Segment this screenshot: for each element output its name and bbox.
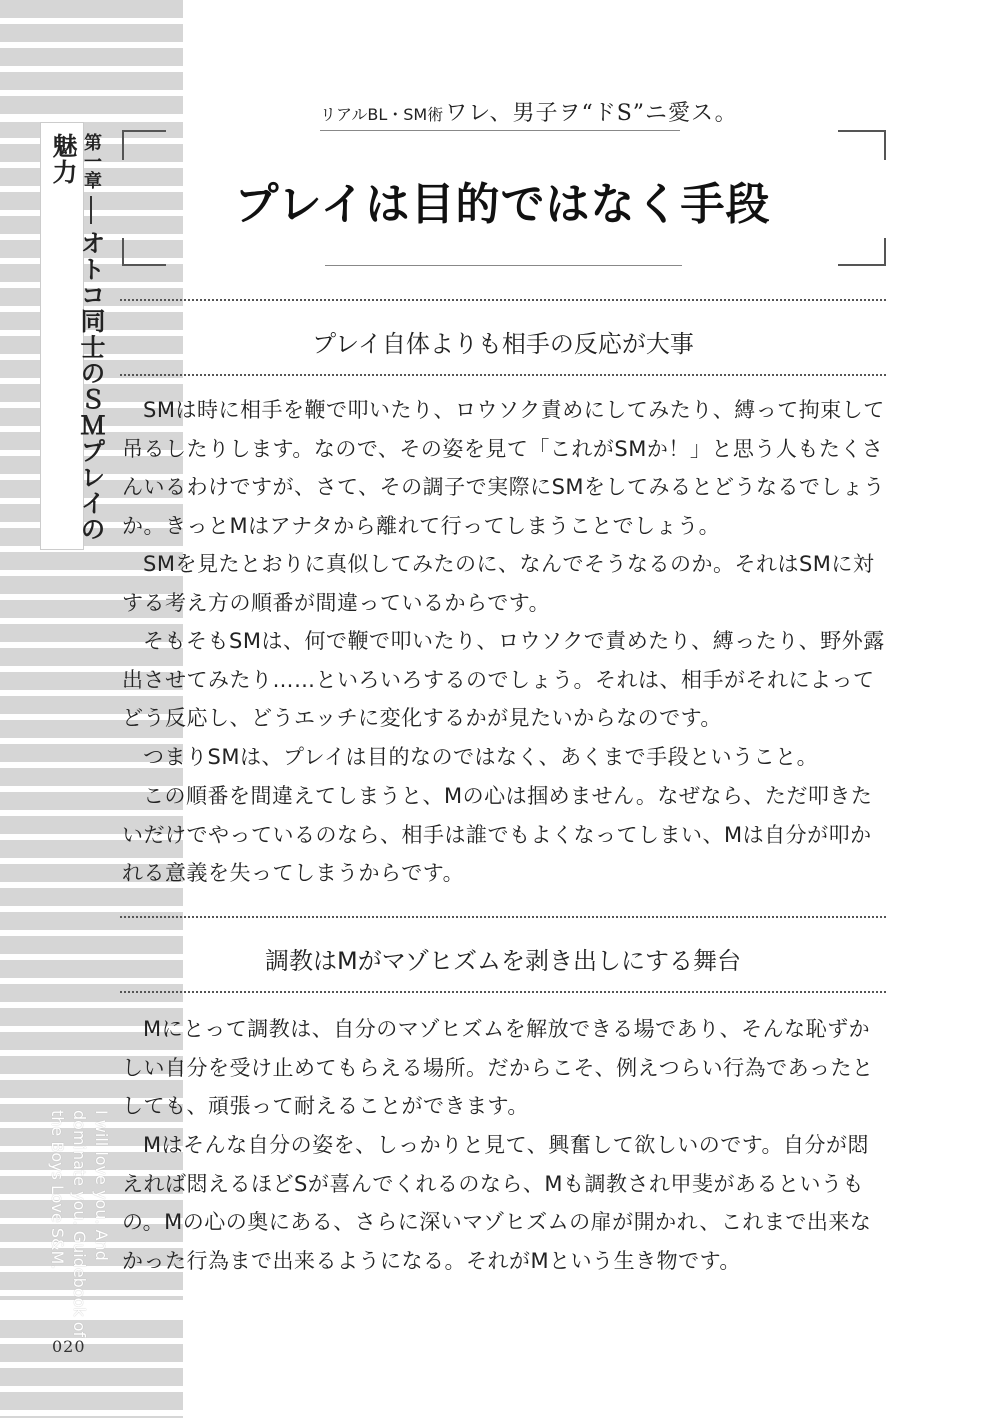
section-heading-2: 調教はMがマゾヒズムを剥き出しにする舞台 <box>265 947 741 975</box>
stripe-break <box>0 118 183 122</box>
english-caption: I will love you. And dominate you. Guidebook of the Boys Love S&M. <box>48 1110 111 1338</box>
paragraph: Mにとって調教は、自分のマゾヒズムを解放できる場であり、そんな恥ずかしい自分を受け止めてもらえる場所。だからこそ、例えつらい行為であったとしても、頑張って耐えることができます。 <box>122 1017 874 1118</box>
chapter-title-text <box>49 133 105 549</box>
page-number: 020 <box>52 1337 86 1356</box>
frame-corner-top-right <box>838 130 886 160</box>
series-underline <box>320 130 680 131</box>
title-underline <box>325 265 682 266</box>
frame-corner-bottom-right <box>838 238 886 266</box>
chapter-label: 第一章 <box>81 133 102 190</box>
series-brand: ワレ、男子ヲ“ドS”ニ愛ス。 <box>445 101 738 126</box>
frame-corner-top-left <box>122 130 166 160</box>
chapter-name: オトコ同士のＳＭプレイの魅力 <box>49 133 106 542</box>
page-title: プレイは目的ではなく手段 <box>234 179 771 230</box>
paragraph: Mはそんな自分の姿を、しっかりと見て、興奮して欲しいのです。自分が悶えれば悶えるほどSが喜んでくれるのなら、Mも調教され甲斐があるというもの。Mの心の奥にある、さらに深いマゾヒズムの扉が開かれ、これまで出来なかった行為まで出来るようになる。それがMという生き物です。 <box>122 1133 872 1273</box>
chapter-title-box <box>40 122 106 550</box>
dotted-rule <box>120 916 886 918</box>
chapter-separator <box>90 196 92 224</box>
paragraph: つまりSMは、プレイは目的なのではなく、あくまで手段ということ。 <box>143 745 819 769</box>
paragraph: SMは時に相手を鞭で叩いたり、ロウソク責めにしてみたり、縛って拘束して吊るしたりします。なので、その姿を見て「これがSMか！」と思う人もたくさんいるわけですが、さて、その調子で実際にSMをしてみるとどうなるでしょうか。きっとMはアナタから離れて行ってしまうことでしょう。 <box>122 398 885 538</box>
frame-corner-bottom-left <box>122 238 166 266</box>
section-heading-1: プレイ自体よりも相手の反応が大事 <box>312 330 694 358</box>
series-prefix: リアルBL・SM術 <box>320 105 444 124</box>
dotted-rule <box>120 299 886 301</box>
series-header <box>320 96 738 132</box>
paragraph: SMを見たとおりに真似してみたのに、なんでそうなるのか。それはSMに対する考え方の順番が間違っているからです。 <box>122 552 875 615</box>
dotted-rule <box>120 991 886 993</box>
paragraph: そもそもSMは、何で鞭で叩いたり、ロウソクで責めたり、縛ったり、野外露出させてみたり……といろいろするのでしょう。それは、相手がそれによってどう反応し、どうエッチに変化するかが見たいからなのです。 <box>122 629 885 730</box>
dotted-rule <box>120 374 886 376</box>
paragraph: この順番を間違えてしまうと、Mの心は掴めません。なぜなら、ただ叩きたいだけでやっているのなら、相手は誰でもよくなってしまい、Mは自分が叩かれる意義を失ってしまうからです。 <box>122 784 873 885</box>
